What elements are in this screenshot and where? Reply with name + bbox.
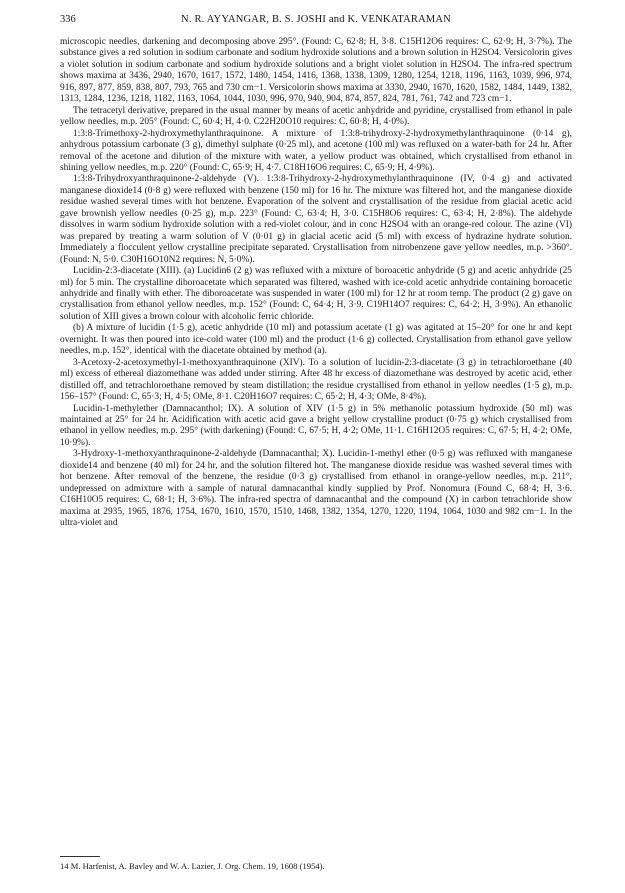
article-body xyxy=(60,37,572,837)
footnote-rule xyxy=(60,856,100,857)
paragraph-trimethoxy: 1:3:8-Trimethoxy-2-hydroxymethylanthraquinone. A mixture of 1:3:8-trihydroxy-2-hydroxymethylanthraquinone (0·14 g), anhydrous potassium carbonate (3 g), dimethyl sulphate (0·25 ml), and acetone (100 ml) was refluxed on a water-bath for 24 hr. After removal of the acetone and dilution of the mixture with water, a yellow product was obtained, which crystallised from ethanol in shining yellow needles, m.p. 220° (Found: C, 65·9; H, 4·7. C18H16O6 requires: C, 65·9; H, 4·9%). xyxy=(60,128,572,173)
paragraph-versicolorin-spectrum: microscopic needles, darkening and decomposing above 295°. (Found: C, 62·8; H, 3·8. C15H12O6 requires: C, 62·9; H, 3·7%). The substance gives a red solution in sodium carbonate and sodium hydroxide solutions and a brown solution in H2SO4. Versicolorin gives a violet solution in sodium carbonate and sodium hydroxide solutions and a bright violet solution in H2SO4. The infra-red spectrum shows maxima at 3436, 2940, 1670, 1617, 1572, 1480, 1454, 1416, 1368, 1338, 1309, 1280, 1254, 1218, 1196, 1163, 1039, 996, 974, 916, 897, 877, 859, 838, 807, 793, 765 and 730 cm−1. Versicolorin shows maxima at 3330, 2940, 1670, 1620, 1582, 1484, 1449, 1382, 1313, 1284, 1236, 1218, 1182, 1163, 1064, 1044, 1030, 996, 970, 940, 904, 874, 857, 824, 781, 761, 742 and 723 cm−1. xyxy=(60,37,572,105)
page-header xyxy=(60,14,572,28)
paragraph-damnacanthal: 3-Hydroxy-1-methoxyanthraquinone-2-aldehyde (Damnacanthal; X). Lucidin-1-methyl ether (0·5 g) was refluxed with manganese dioxide14 and benzene (40 ml) for 24 hr, and the solution filtered hot. The manganese dioxide residue was washed several times with hot benzene. After removal of the benzene, the residue (0·3 g) crystallised from ethanol in orange-yellow needles, m.p. 211°, undepressed on admixture with a sample of natural damnacanthal kindly supplied by Prof. Nonomura (Found C, 68·4; H, 3·6. C16H10O5 requires: C, 68·1; H, 3·6%). The infra-red spectra of damnacanthal and the compound (X) in carbon tetrachloride show maxima at 2935, 1965, 1876, 1754, 1670, 1610, 1570, 1510, 1468, 1382, 1354, 1270, 1220, 1194, 1064, 1030 and 982 cm−1. In the ultra-violet and xyxy=(60,449,572,529)
page-number: 336 xyxy=(60,14,76,25)
running-head-authors: N. R. AYYANGAR, B. S. JOSHI and K. VENKATARAMAN xyxy=(181,14,451,25)
paragraph-tetracetyl-derivative: The tetracetyl derivative, prepared in the usual manner by means of acetic anhydride and pyridine, crystallised from ethanol in pale yellow needles, m.p. 205° (Found: C, 60·4; H, 4·0. C22H20O10 requires: C, 60·8; H, 4·0%). xyxy=(60,105,572,128)
paragraph-acetoxy-xiv: 3-Acetoxy-2-acetoxymethyl-1-methoxyanthraquinone (XIV). To a solution of lucidin-2:3-diacetate (3 g) in tetrachloroethane (40 ml) excess of ethereal diazomethane was added under stirring. After 48 hr excess of diazomethane was destroyed by acetic acid, ether distilled off, and tetrachloroethane removed by steam distillation; the residue crystallised from ethanol in yellow needles (1·5 g), m.p. 156–157° (Found: C, 65·3; H, 4·5; OMe, 8·1. C20H16O7 requires: C, 65·2; H, 4·3; OMe, 8·4%). xyxy=(60,357,572,403)
paragraph-lucidin-diacetate-a: Lucidin-2:3-diacetate (XIII). (a) Lucidin6 (2 g) was refluxed with a mixture of boroacetic anhydride (5 g) and acetic anhydride (25 ml) for 5 min. The crystalline diboroacetate which separated was filtered, washed with ice-cold acetic anhydride containing boroacetic anhydride and finally with ether. The diboroacetate was suspended in water (100 ml) for 12 hr at room temp. The product (2 g) gave on crystallisation from ethanol yellow needles, m.p. 152° (Found: C, 64·4; H, 3·9. C19H14O7 requires: C, 64·2; H, 3·9%). An ethanolic solution of XIII gives a brown colour with alcoholic ferric chloride. xyxy=(60,266,572,322)
paragraph-aldehyde-v: 1:3:8-Trihydroxyanthraquinone-2-aldehyde (V). 1:3:8-Trihydroxy-2-hydroxymethylanthraquinone (IV, 0·4 g) and activated manganese dioxide14 (0·8 g) were refluxed with benzene (150 ml) for 16 hr. The mixture was filtered hot, and the manganese dioxide residue washed several times with hot benzene. Evaporation of the solvent and crystallisation of the residue from glacial acetic acid gave brownish yellow needles (0·25 g), m.p. 223° (Found: C, 63·4; H, 3·0. C15H8O6 requires: C, 63·4; H, 2·8%). The aldehyde dissolves in warm sodium hydroxide solution with a red-violet colour, and in conc H2SO4 with an orange-red colour. The azine (VI) was prepared by treating a warm solution of V (0·01 g) in glacial acetic acid (5 ml) with excess of hydrazine hydrate solution. Immediately a flocculent yellow crystalline precipitate separated. Crystallisation from nitrobenzene gave yellow needles, m.p. >360°. (Found: N, 5·0. C30H16O10N2 requires: N, 5·0%). xyxy=(60,174,572,265)
footnote: 14 M. Harfenist, A. Bavley and W. A. Lazier, J. Org. Chem. 19, 1608 (1954). xyxy=(60,861,325,871)
paragraph-lucidin-diacetate-b: (b) A mixture of lucidin (1·5 g), acetic anhydride (10 ml) and potassium acetate (1 g) was agitated at 15–20° for one hr and kept overnight. It was then poured into ice-cold water (100 ml) and the product (1·6 g) collected. Crystallisation from ethanol gave yellow needles, m.p. 152°, identical with the diacetate obtained by method (a). xyxy=(60,323,572,357)
paragraph-damnacanthol: Lucidin-1-methylether (Damnacanthol; IX). A solution of XIV (1·5 g) in 5% methanolic potassium hydroxide (50 ml) was maintained at 25° for 24 hr. Acidification with acetic acid gave a bright yellow crystalline product (0·75 g) which crystallised from ethanol in yellow needles, m.p. 295° (with darkening) (Found: C, 67·5; H, 4·2; OMe, 11·1. C16H12O5 requires: C, 67·5; H, 4·2; OMe, 10·9%). xyxy=(60,403,572,448)
